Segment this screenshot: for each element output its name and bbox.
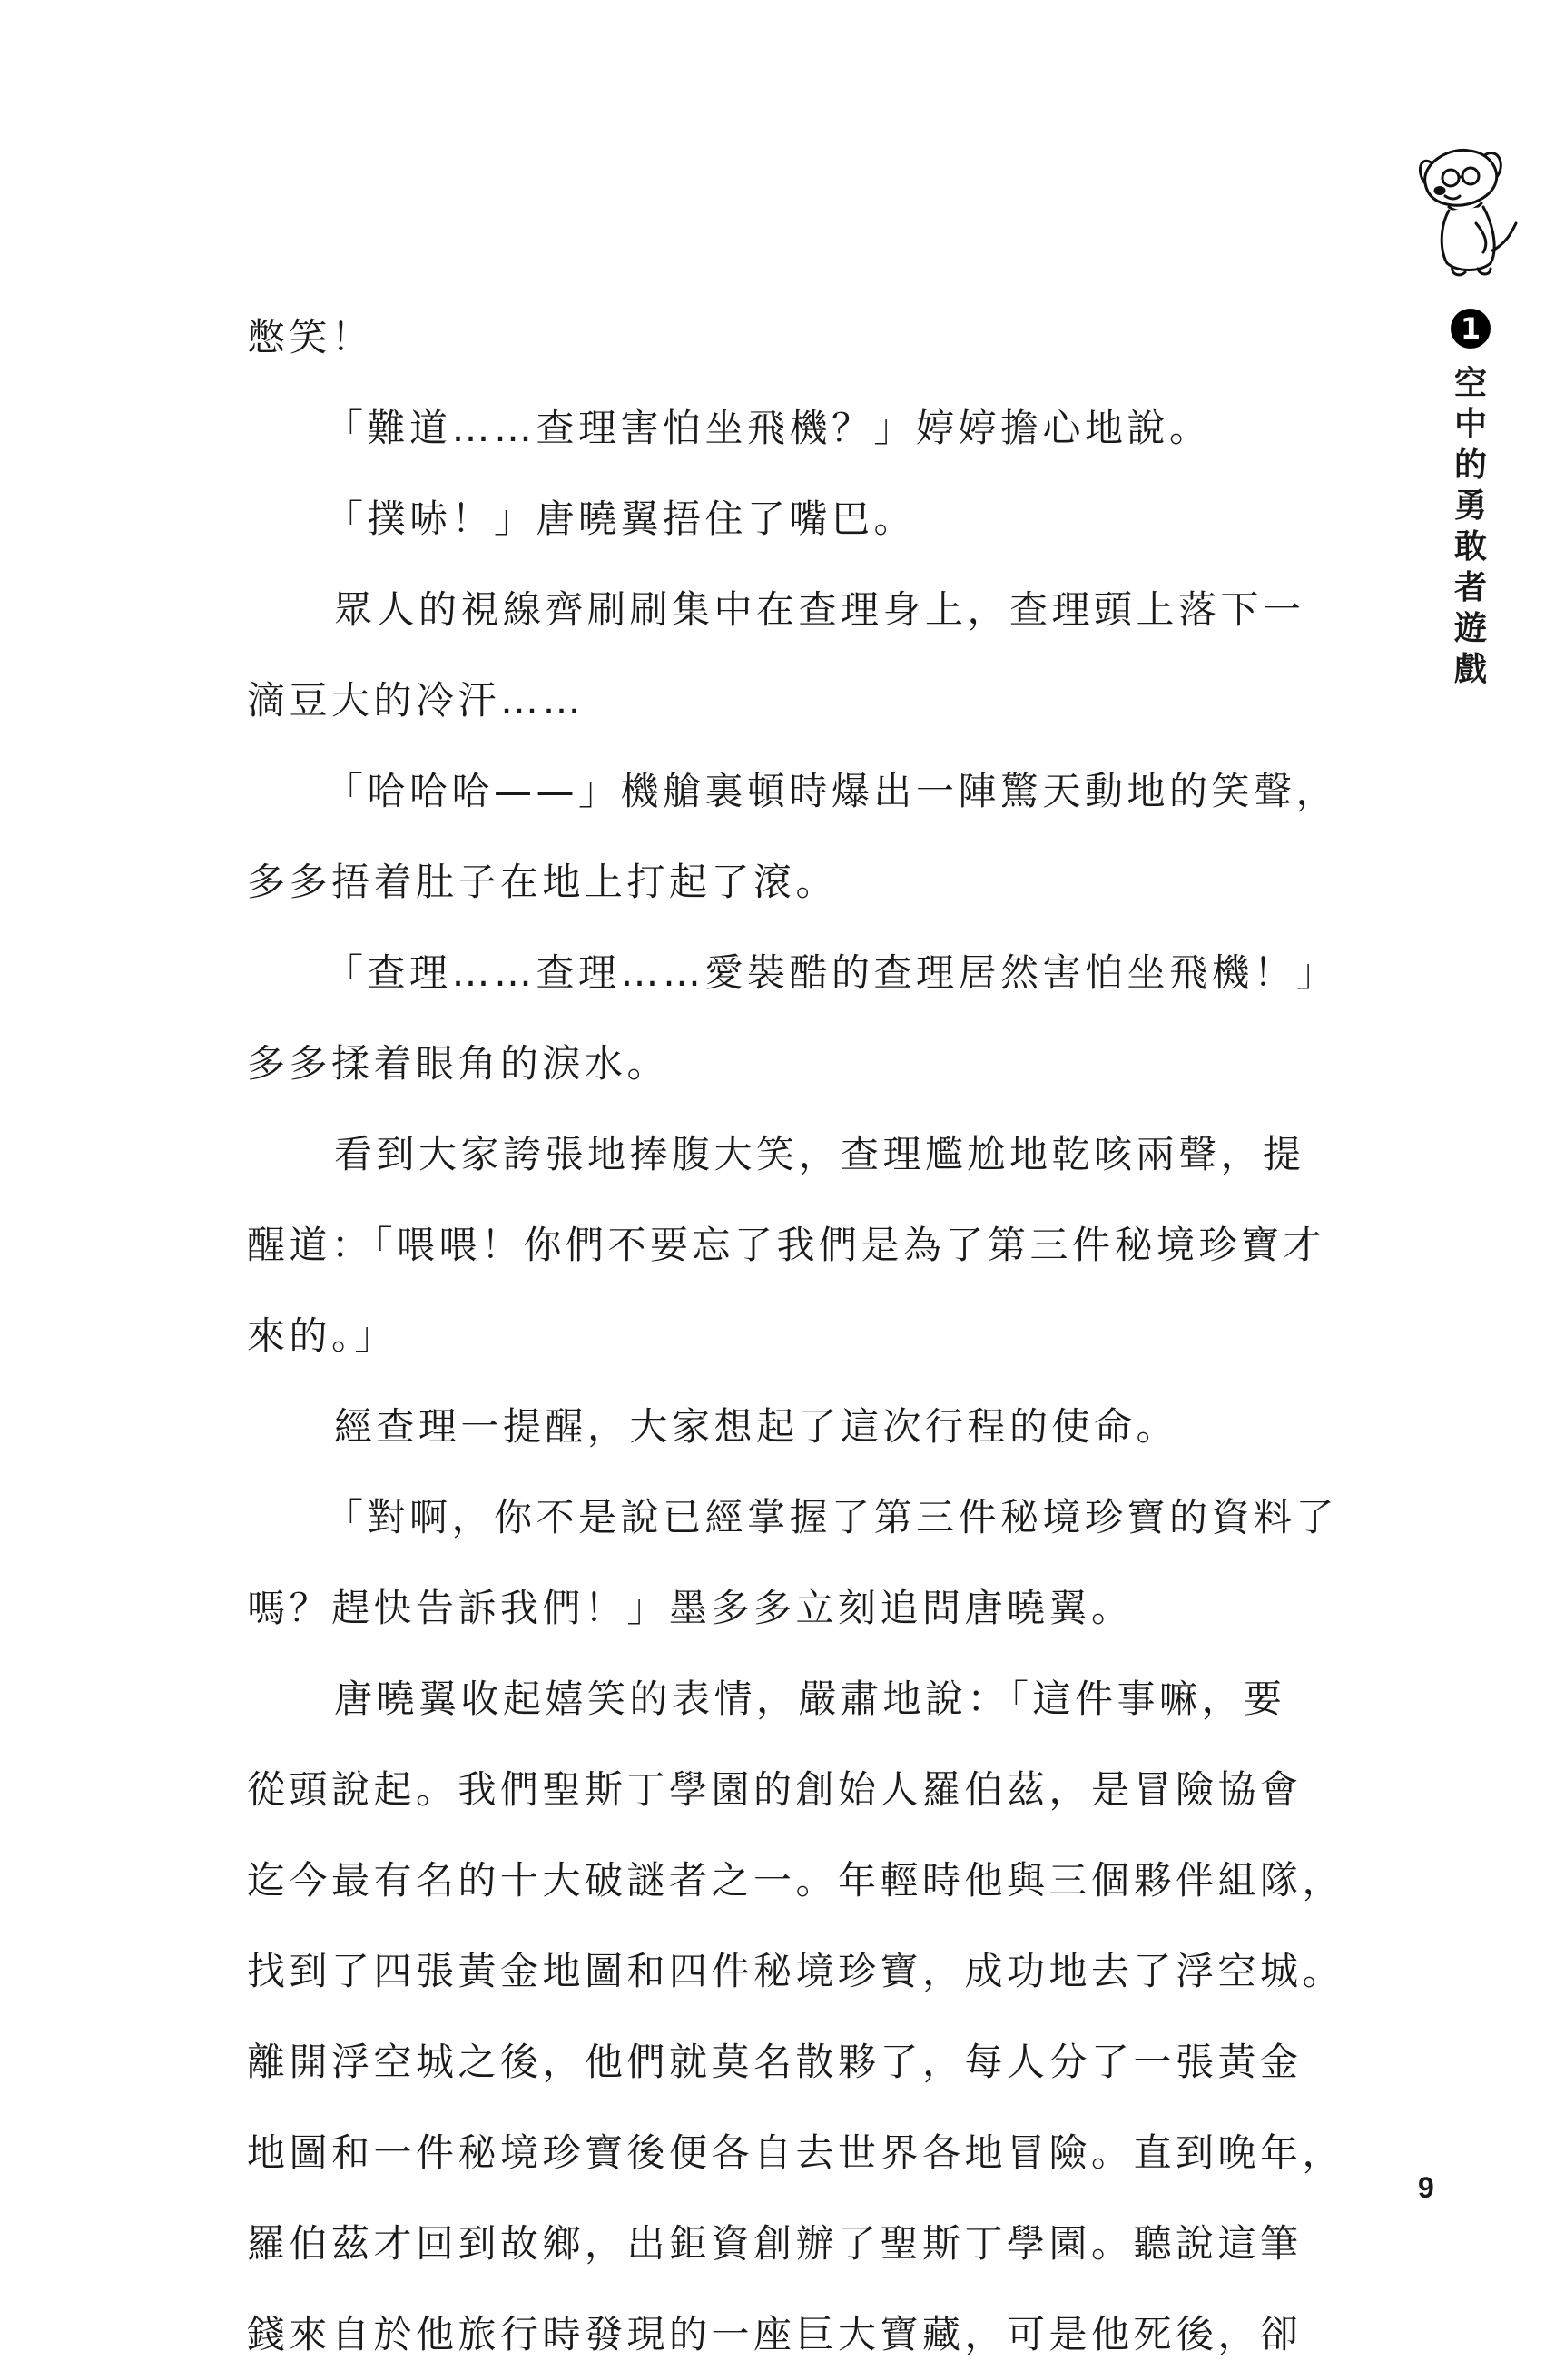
text-line: 多多揉着眼角的淚水。 xyxy=(247,1041,670,1086)
text-line: 唐曉翼收起嬉笑的表情，嚴肅地說：「這件事嘛，要 xyxy=(334,1677,1286,1721)
text-line: 「對啊，你不是說已經掌握了第三件秘境珍寶的資料了 xyxy=(325,1495,1339,1539)
text-line: 滴豆大的冷汗…… xyxy=(247,678,586,723)
text-line: 醒道：「喂喂！你們不要忘了我們是為了第三件秘境珍寶才 xyxy=(247,1223,1326,1267)
text-line: 羅伯茲才回到故鄉，出鉅資創辦了聖斯丁學園。聽說這筆 xyxy=(247,2221,1303,2266)
text-line: 憋笑！ xyxy=(247,315,374,359)
text-line: 錢來自於他旅行時發現的一座巨大寶藏，可是他死後，卻 xyxy=(247,2312,1303,2356)
text-line: 從頭說起。我們聖斯丁學園的創始人羅伯茲，是冒險協會 xyxy=(247,1767,1303,1812)
text-line: 「難道……查理害怕坐飛機？」婷婷擔心地說。 xyxy=(325,406,1212,450)
chapter-number-badge: 1 xyxy=(1451,309,1491,349)
text-line: 「哈哈哈——」機艙裏頓時爆出一陣驚天動地的笑聲， xyxy=(325,769,1339,813)
body-text xyxy=(247,292,1373,2380)
text-line: 多多捂着肚子在地上打起了滾。 xyxy=(247,860,839,904)
page-number: 9 xyxy=(1418,2171,1434,2204)
text-line: 眾人的視線齊刷刷集中在查理身上，查理頭上落下一 xyxy=(334,587,1305,632)
text-line: 找到了四張黃金地圖和四件秘境珍寶，成功地去了浮空城。 xyxy=(247,1949,1345,1993)
text-line: 經查理一提醒，大家想起了這次行程的使命。 xyxy=(334,1404,1179,1449)
text-line: 嗎？趕快告訴我們！」墨多多立刻追問唐曉翼。 xyxy=(247,1586,1134,1630)
text-line: 看到大家誇張地捧腹大笑，查理尷尬地乾咳兩聲，提 xyxy=(334,1132,1305,1176)
text-line: 「撲哧！」唐曉翼捂住了嘴巴。 xyxy=(325,497,917,541)
mascot-dog-icon xyxy=(1412,136,1520,281)
text-line: 地圖和一件秘境珍寶後便各自去世界各地冒險。直到晚年， xyxy=(247,2130,1345,2175)
text-line: 來的。」 xyxy=(247,1313,398,1358)
text-line: 「查理……查理……愛裝酷的查理居然害怕坐飛機！」 xyxy=(325,950,1339,995)
chapter-title: 空中的勇敢者遊戲 xyxy=(1453,365,1487,688)
text-line: 離開浮空城之後，他們就莫名散夥了，每人分了一張黃金 xyxy=(247,2040,1303,2084)
text-line: 迄今最有名的十大破謎者之一。年輕時他與三個夥伴組隊， xyxy=(247,1858,1345,1903)
